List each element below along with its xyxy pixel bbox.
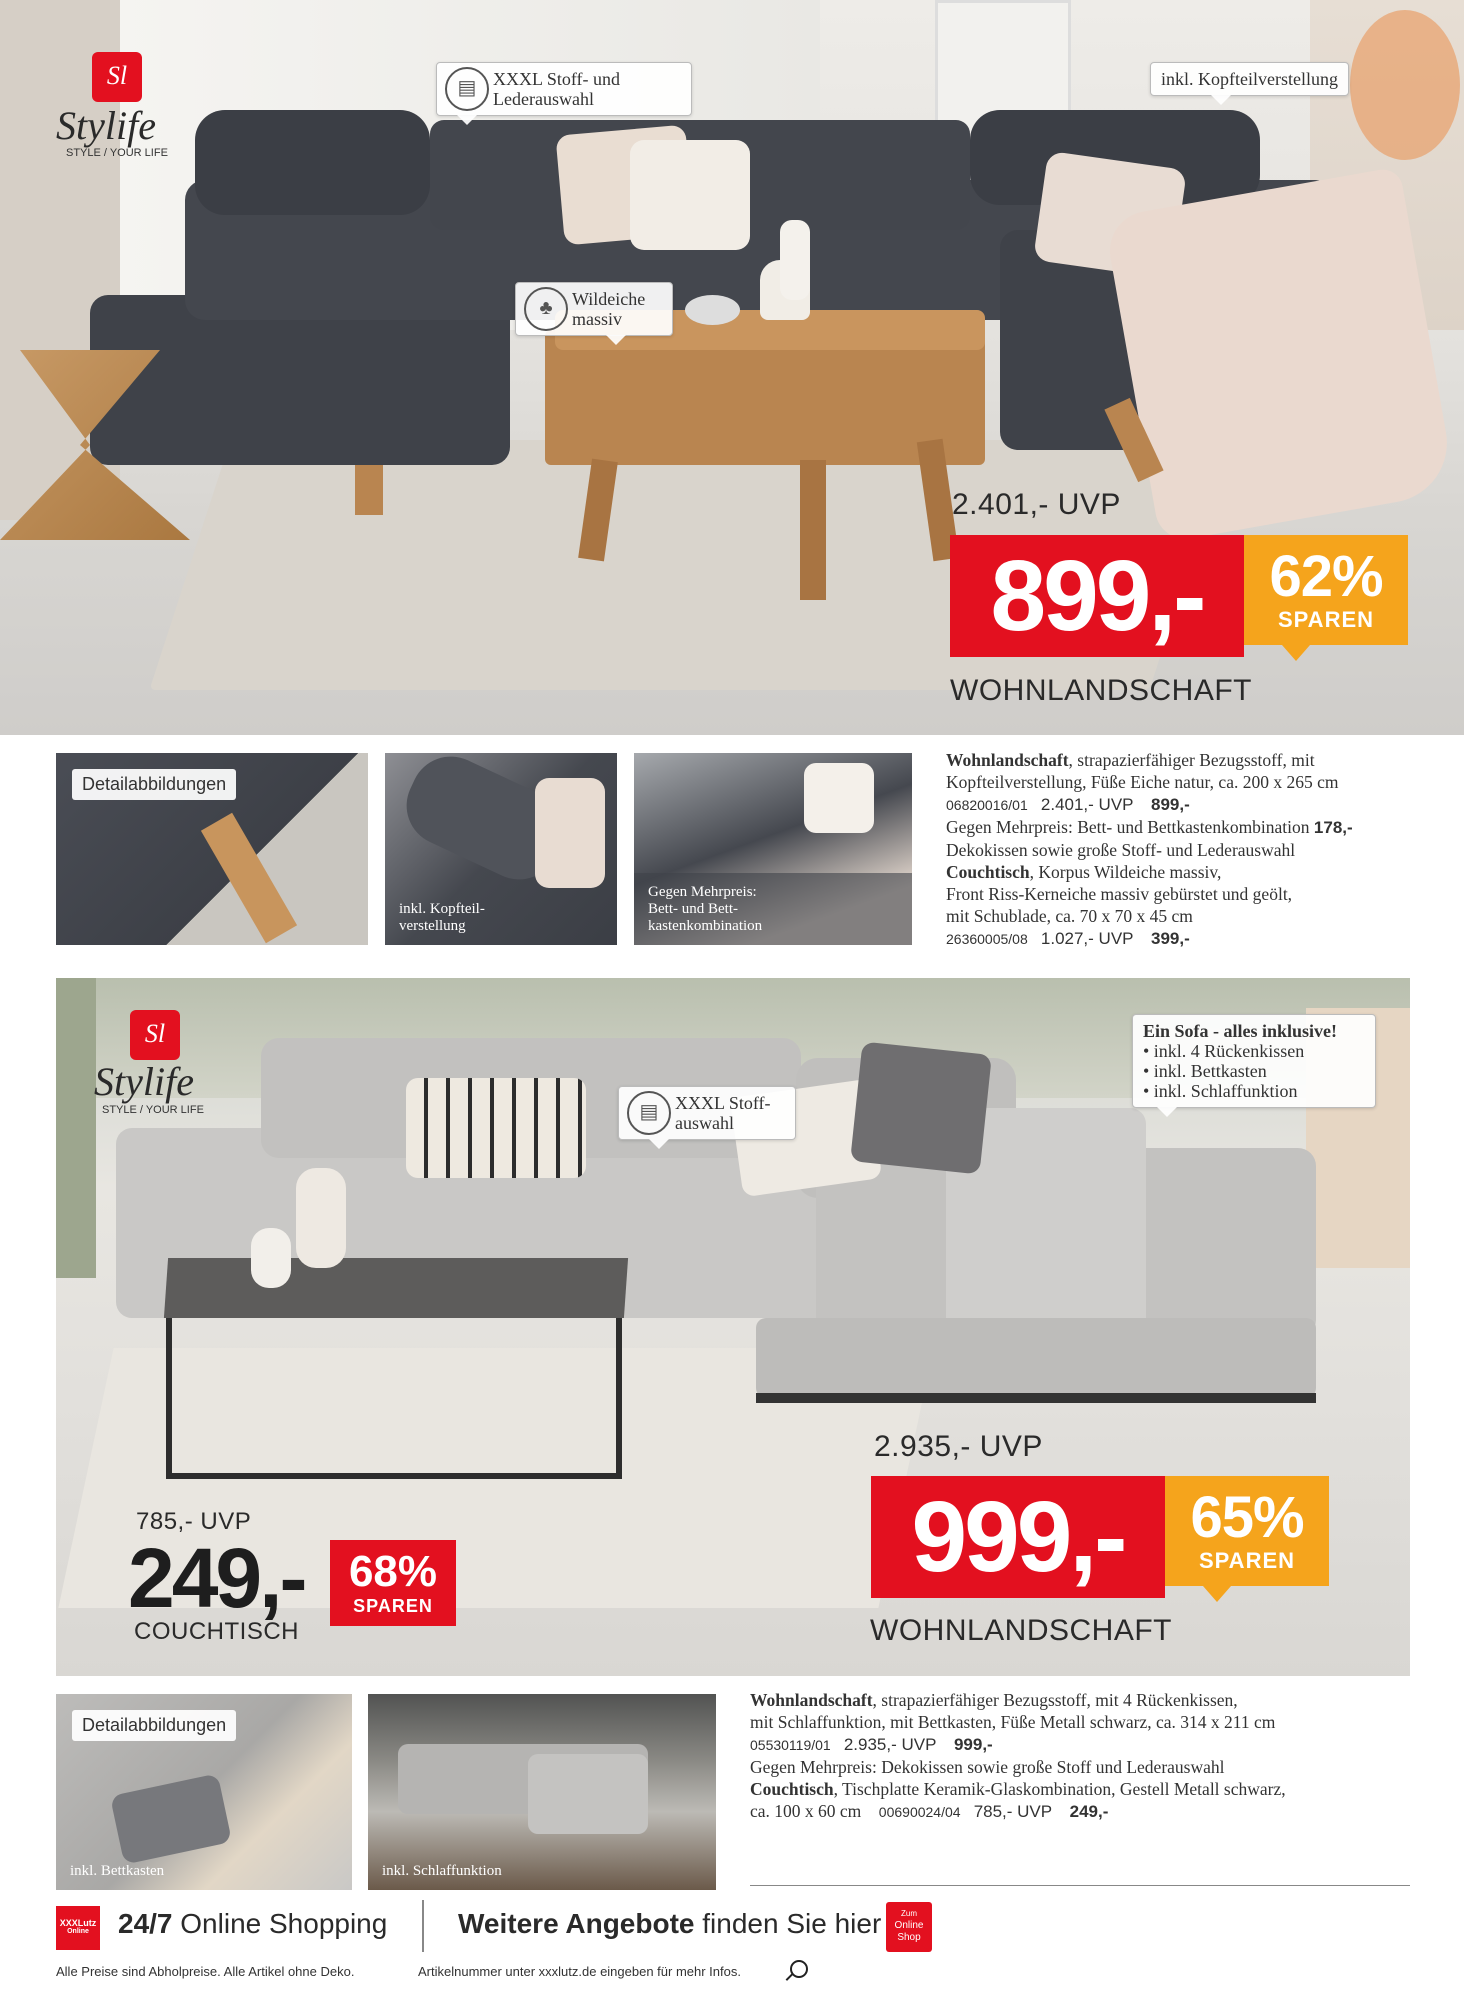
stylife-logo-name: Stylife [94, 1059, 194, 1104]
online-shop-button[interactable]: Zum Online Shop [886, 1902, 932, 1952]
save-badge-1: 62% SPAREN [1244, 535, 1408, 645]
sale-price-table: 249,- [128, 1531, 305, 1625]
sale-price-1: 899,- [950, 535, 1244, 657]
save-badge-pointer-1 [1282, 645, 1310, 661]
stylife-tagline: STYLE / YOUR LIFE [66, 147, 168, 159]
fabric-swatch-icon: ▤ [627, 1091, 671, 1135]
callout-headrest: inkl. Kopfteilverstellung [1150, 62, 1349, 96]
online-shopping-text[interactable]: 24/7 Online Shopping [118, 1908, 388, 1939]
detail-tag: Detailabbildungen [72, 1710, 236, 1741]
detail-thumb-5 [368, 1694, 716, 1890]
detail-label: inkl. Bettkasten [70, 1863, 165, 1879]
save-badge-2: 65% SPAREN [1165, 1476, 1329, 1586]
product-description-2: Wohnlandschaft, strapazierfähiger Bezugsstoff, mit 4 Rückenkissen, mit Schlaffunktion, mit Bettkasten, Füße Metall schwarz, ca. 314 x 211 cm 05530119/01 2.935,- UVP 999,- Gegen Mehrpreis: Dekokissen sowie große Stoff und Lederauswahl Couchtisch, Tischplatte Keramik-Glaskombination, Gestell Metall schwarz, ca. 100 x 60 cm 00690024/04 785,- UVP 249,- [750, 1690, 1286, 1821]
uvp-price-2: 2.935,- UVP [874, 1430, 1043, 1463]
search-icon[interactable] [790, 1960, 808, 1978]
stylife-logo-name: Stylife [56, 103, 156, 148]
detail-label: inkl. Kopfteil- verstellung [399, 901, 485, 934]
detail-thumb-4 [56, 1694, 352, 1890]
stylife-tagline: STYLE / YOUR LIFE [102, 1104, 204, 1116]
footer-note-article: Artikelnummer unter xxxlutz.de eingeben für mehr Infos. [418, 1964, 741, 1979]
detail-thumb-3 [634, 753, 912, 945]
tree-icon: ♣ [524, 287, 568, 331]
stylife-logo-mark: Sl [130, 1010, 180, 1060]
footer-note-prices: Alle Preise sind Abholpreise. Alle Artikel ohne Deko. [56, 1964, 355, 1979]
uvp-price-1: 2.401,- UVP [952, 488, 1121, 521]
fabric-swatch-icon: ▤ [445, 67, 489, 111]
callout-fabric: ▤ XXXL Stoff- und Lederauswahl [436, 62, 692, 116]
save-badge-pointer-2 [1203, 1586, 1231, 1602]
product-type-table: COUCHTISCH [134, 1618, 299, 1645]
footer-separator [422, 1900, 424, 1952]
callout-inclusive: Ein Sofa - alles inklusive! • inkl. 4 Rückenkissen • inkl. Bettkasten • inkl. Schlaffunktion [1132, 1014, 1376, 1108]
detail-tag: Detailabbildungen [72, 769, 236, 800]
product-description-1: Wohnlandschaft, strapazierfähiger Bezugsstoff, mit Kopfteilverstellung, Füße Eiche natur, ca. 200 x 265 cm 06820016/01 2.401,- UVP 899,- Gegen Mehrpreis: Bett- und Bettkastenkombination 178,- Dekokissen sowie große Stoff- und Lederauswahl Couchtisch, Korpus Wildeiche massiv, Front Riss-Kerneiche massiv gebürstet und geölt, mit Schublade, ca. 70 x 70 x 45 cm 26360005/08 1.027,- UVP 399,- [946, 750, 1353, 948]
more-offers-text[interactable]: Weitere Angebote finden Sie hier [458, 1908, 882, 1939]
product-type-2: WOHNLANDSCHAFT [870, 1614, 1173, 1647]
detail-label: inkl. Schlaffunktion [382, 1863, 502, 1879]
detail-label: Gegen Mehrpreis: Bett- und Bett- kastenkombination [648, 884, 763, 934]
callout-fabric-2: ▤ XXXL Stoff- auswahl [618, 1086, 796, 1140]
stylife-logo-mark: Sl [92, 52, 142, 102]
product-type-1: WOHNLANDSCHAFT [950, 674, 1253, 707]
uvp-price-table: 785,- UVP [136, 1508, 252, 1535]
sale-price-2: 999,- [871, 1476, 1165, 1598]
save-badge-table: 68% SPAREN [330, 1540, 456, 1626]
xxxlutz-logo[interactable]: XXXLutz Online [56, 1906, 100, 1950]
callout-wood: ♣ Wildeiche massiv [515, 282, 673, 336]
detail-thumb-1 [56, 753, 368, 945]
footer-divider [750, 1885, 1410, 1886]
detail-thumb-2 [385, 753, 617, 945]
